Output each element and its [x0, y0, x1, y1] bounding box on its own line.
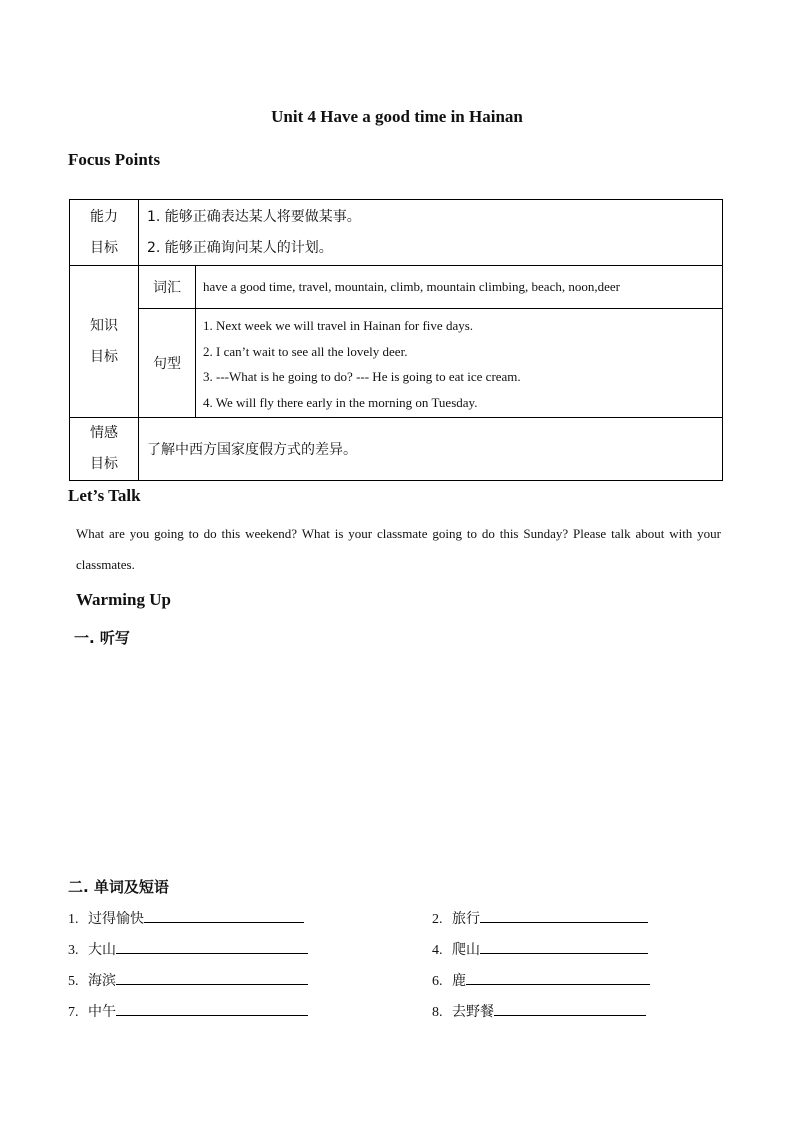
sentence-item: 3. ---What is he going to do? --- He is going to eat ice cream.	[203, 369, 521, 384]
vocab-content: have a good time, travel, mountain, climb, mountain climbing, beach, noon,deer	[196, 266, 723, 309]
item-number: 4.	[432, 943, 443, 958]
item-label: 去野餐	[452, 1004, 494, 1020]
item-number: 3.	[68, 943, 79, 958]
page-title: Unit 4 Have a good time in Hainan	[271, 107, 523, 126]
ability-item: 2. 能够正确询问某人的计划。	[147, 239, 333, 256]
sentence-item: 2. I can’t wait to see all the lovely deer.	[203, 343, 408, 359]
lets-talk-heading: Let’s Talk	[68, 486, 141, 505]
answer-blank[interactable]	[116, 938, 308, 954]
exercise-item	[68, 938, 308, 959]
item-number: 6.	[432, 974, 443, 989]
item-number: 1.	[68, 912, 79, 927]
exercise-item	[432, 1000, 646, 1021]
focus-points-heading: Focus Points	[68, 150, 161, 169]
item-label: 海滨	[88, 973, 116, 989]
emotion-label-line: 情感	[90, 425, 118, 441]
item-label: 爬山	[452, 942, 480, 958]
exercise-item	[68, 907, 304, 928]
knowledge-label-line: 知识	[90, 317, 118, 334]
ability-goal-label	[70, 200, 139, 266]
lets-talk-text: What are you going to do this weekend? What is your classmate going to do this Sunday? Please talk about with your classmates.	[76, 526, 721, 572]
ability-label-line: 目标	[90, 239, 118, 256]
exercise-item	[432, 969, 650, 990]
focus-points-table	[69, 199, 723, 481]
vocab-section-heading: 二. 单词及短语	[68, 878, 169, 896]
item-label: 鹿	[452, 973, 466, 989]
emotion-label-line: 目标	[90, 456, 118, 472]
ability-item: 1. 能够正确表达某人将要做某事。	[147, 208, 361, 225]
item-label: 旅行	[452, 911, 480, 927]
answer-blank[interactable]	[116, 1000, 308, 1016]
item-label: 过得愉快	[88, 911, 144, 927]
warming-up-heading: Warming Up	[76, 590, 171, 609]
sentence-content	[196, 309, 723, 418]
item-number: 2.	[432, 912, 443, 927]
ability-label-line: 能力	[90, 208, 118, 225]
exercise-item	[432, 907, 648, 928]
sentence-item: 1. Next week we will travel in Hainan for five days.	[203, 318, 474, 333]
item-label: 中午	[88, 1004, 116, 1020]
answer-blank[interactable]	[480, 938, 648, 954]
emotion-goal-label	[70, 418, 139, 481]
answer-blank[interactable]	[466, 969, 650, 985]
sentence-label: 句型	[139, 309, 196, 418]
exercise-item	[432, 938, 648, 959]
ability-goal-content	[139, 200, 723, 266]
answer-blank[interactable]	[494, 1000, 646, 1016]
exercise-item	[68, 1000, 308, 1021]
sentence-item: 4. We will fly there early in the morning on Tuesday.	[203, 394, 478, 410]
item-number: 5.	[68, 974, 79, 989]
item-number: 7.	[68, 1005, 79, 1020]
item-number: 8.	[432, 1005, 443, 1020]
item-label: 大山	[88, 942, 116, 958]
emotion-goal-content: 了解中西方国家度假方式的差异。	[139, 418, 723, 481]
exercise-item	[68, 969, 308, 990]
answer-blank[interactable]	[480, 907, 648, 923]
dictation-heading: 一. 听写	[74, 629, 130, 647]
vocab-label: 词汇	[139, 266, 196, 309]
knowledge-goal-label	[70, 266, 139, 418]
answer-blank[interactable]	[144, 907, 304, 923]
knowledge-label-line: 目标	[90, 348, 118, 365]
answer-blank[interactable]	[116, 969, 308, 985]
